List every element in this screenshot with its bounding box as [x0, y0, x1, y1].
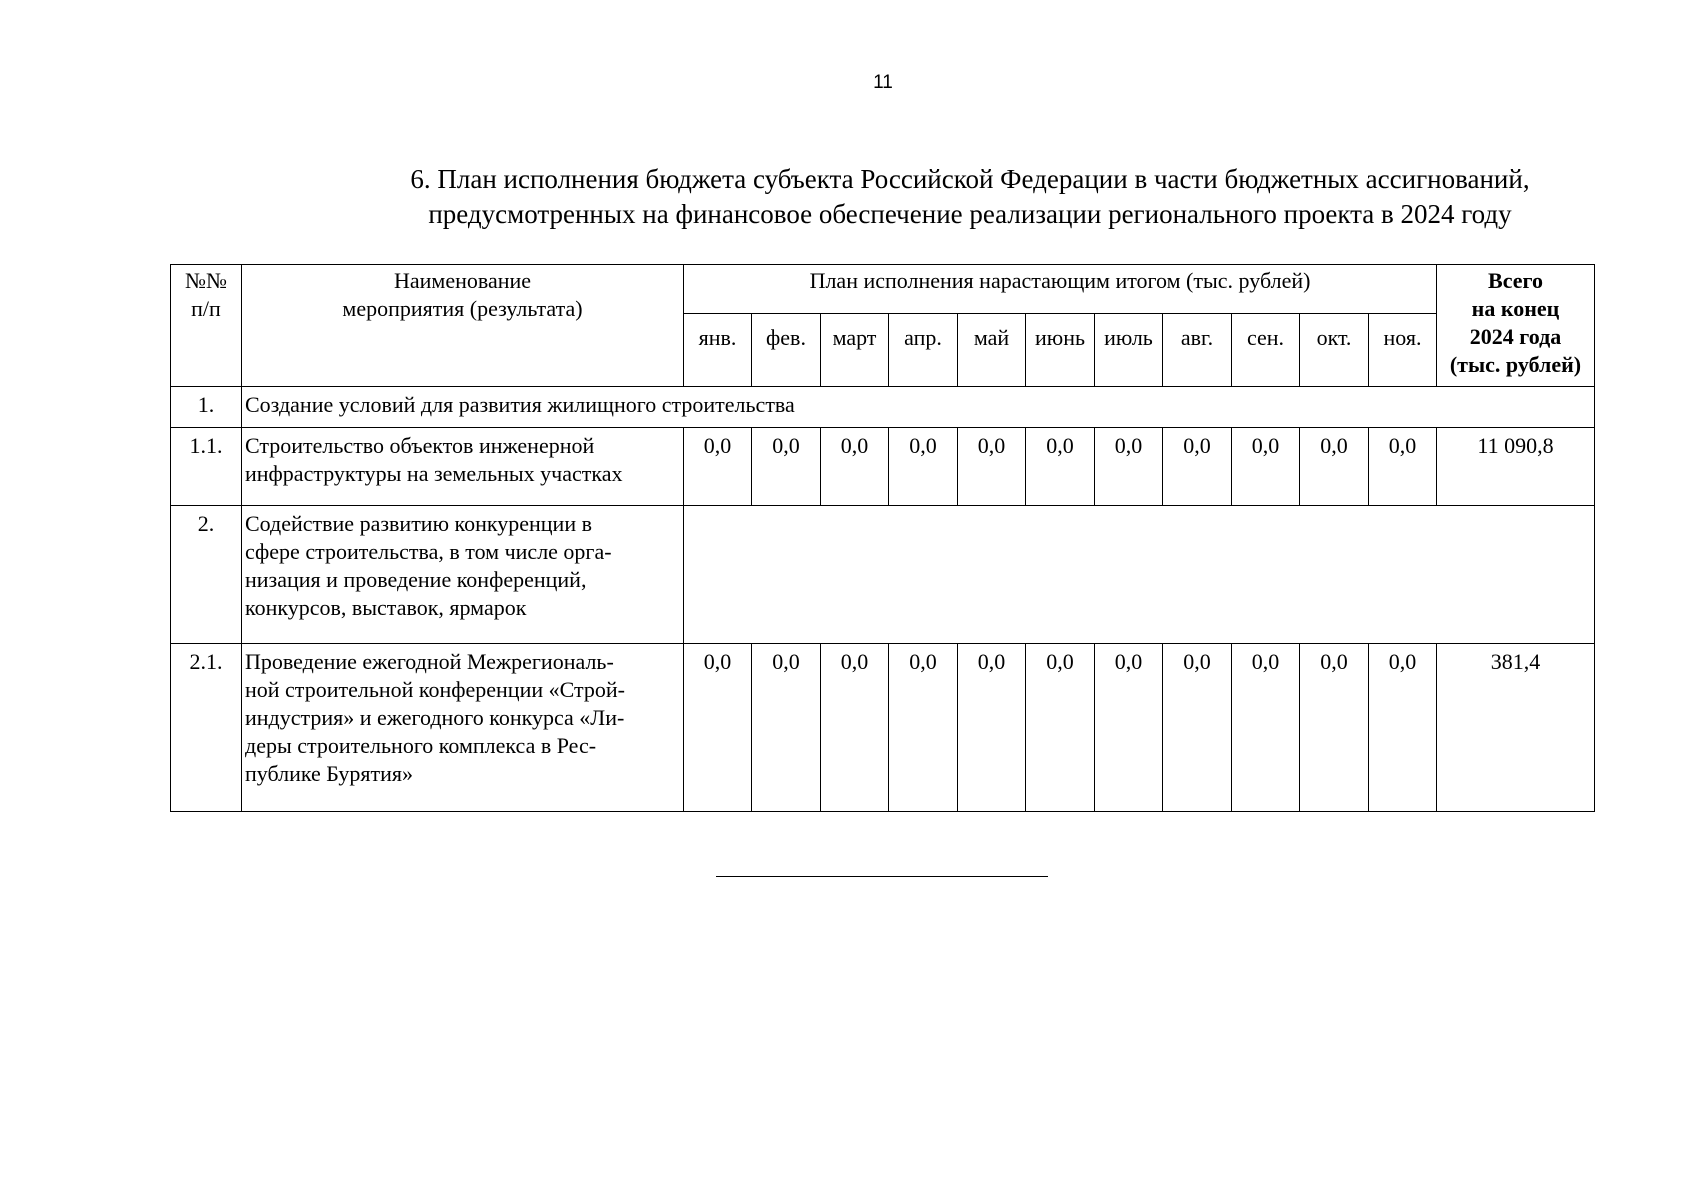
row-name-line: конкурсов, выставок, ярмарок: [245, 595, 527, 620]
month-header: май: [958, 314, 1026, 387]
value-cell: 0,0: [821, 428, 889, 506]
header-total-line-4: (тыс. рублей): [1449, 352, 1582, 377]
month-header: июль: [1095, 314, 1163, 387]
value-cell: 0,0: [1095, 644, 1163, 812]
table-row: [171, 506, 1595, 644]
empty-merged-cell: [684, 506, 1595, 644]
value-cell: 0,0: [1232, 428, 1300, 506]
header-total: [1437, 265, 1595, 387]
month-header: янв.: [684, 314, 752, 387]
title-line-1: 6. План исполнения бюджета субъекта Российской Федерации в части бюджетных ассигнований,: [410, 164, 1530, 194]
table-row: [171, 644, 1595, 812]
page-number: 11: [873, 72, 893, 93]
header-name-line-2: мероприятия (результата): [342, 296, 583, 321]
row-name: [242, 644, 684, 812]
row-name-line: инфраструктуры на земельных участках: [245, 461, 623, 486]
month-header: ноя.: [1369, 314, 1437, 387]
separator-line: [716, 876, 1048, 877]
row-name-line: сфере строительства, в том числе орга-: [245, 539, 612, 564]
header-row-1: [171, 265, 1595, 314]
total-cell: 11 090,8: [1437, 428, 1595, 506]
row-number: 2.: [171, 506, 242, 644]
value-cell: 0,0: [889, 428, 958, 506]
value-cell: 0,0: [958, 644, 1026, 812]
row-name-line: низация и проведение конференций,: [245, 567, 587, 592]
header-number-line-1: №№: [185, 268, 227, 293]
row-number: 1.1.: [171, 428, 242, 506]
value-cell: 0,0: [821, 644, 889, 812]
month-header: июнь: [1026, 314, 1095, 387]
total-cell: 381,4: [1437, 644, 1595, 812]
row-name-line: Проведение ежегодной Межрегиональ-: [245, 649, 614, 674]
value-cell: 0,0: [1300, 428, 1369, 506]
document-title: [170, 162, 1698, 232]
value-cell: 0,0: [684, 644, 752, 812]
table-row: [171, 428, 1595, 506]
row-number: 2.1.: [171, 644, 242, 812]
header-number-line-2: п/п: [191, 296, 221, 321]
value-cell: 0,0: [1163, 644, 1232, 812]
month-header: март: [821, 314, 889, 387]
value-cell: 0,0: [1232, 644, 1300, 812]
row-name: [242, 428, 684, 506]
header-total-line-3: 2024 года: [1469, 324, 1562, 349]
value-cell: 0,0: [684, 428, 752, 506]
row-name-line: Строительство объектов инженерной: [245, 433, 595, 458]
budget-plan-table: [170, 264, 1595, 812]
month-header: окт.: [1300, 314, 1369, 387]
value-cell: 0,0: [1369, 644, 1437, 812]
month-header: сен.: [1232, 314, 1300, 387]
month-header: фев.: [752, 314, 821, 387]
header-total-line-2: на конец: [1471, 296, 1560, 321]
header-total-line-1: Всего: [1488, 268, 1543, 293]
value-cell: 0,0: [752, 428, 821, 506]
month-header: авг.: [1163, 314, 1232, 387]
value-cell: 0,0: [958, 428, 1026, 506]
row-name-line: деры строительного комплекса в Рес-: [245, 733, 597, 758]
value-cell: 0,0: [1369, 428, 1437, 506]
value-cell: 0,0: [1026, 644, 1095, 812]
header-name-line-1: Наименование: [393, 268, 532, 293]
value-cell: 0,0: [889, 644, 958, 812]
table-row: [171, 387, 1595, 428]
title-line-2: предусмотренных на финансовое обеспечение реализации регионального проекта в 2024 году: [428, 199, 1512, 229]
row-name: [242, 506, 684, 644]
value-cell: 0,0: [1163, 428, 1232, 506]
row-name-line: ной строительной конференции «Строй-: [245, 677, 625, 702]
month-header: апр.: [889, 314, 958, 387]
value-cell: 0,0: [1300, 644, 1369, 812]
header-plan: План исполнения нарастающим итогом (тыс. рублей): [684, 265, 1437, 314]
header-name: [242, 265, 684, 387]
row-name-line: Содействие развитию конкуренции в: [245, 511, 592, 536]
row-number: 1.: [171, 387, 242, 428]
value-cell: 0,0: [1095, 428, 1163, 506]
value-cell: 0,0: [1026, 428, 1095, 506]
header-number: [171, 265, 242, 387]
row-name: Создание условий для развития жилищного строительства: [242, 387, 1595, 428]
value-cell: 0,0: [752, 644, 821, 812]
row-name-line: публике Бурятия»: [245, 761, 413, 786]
row-name-line: индустрия» и ежегодного конкурса «Ли-: [245, 705, 625, 730]
